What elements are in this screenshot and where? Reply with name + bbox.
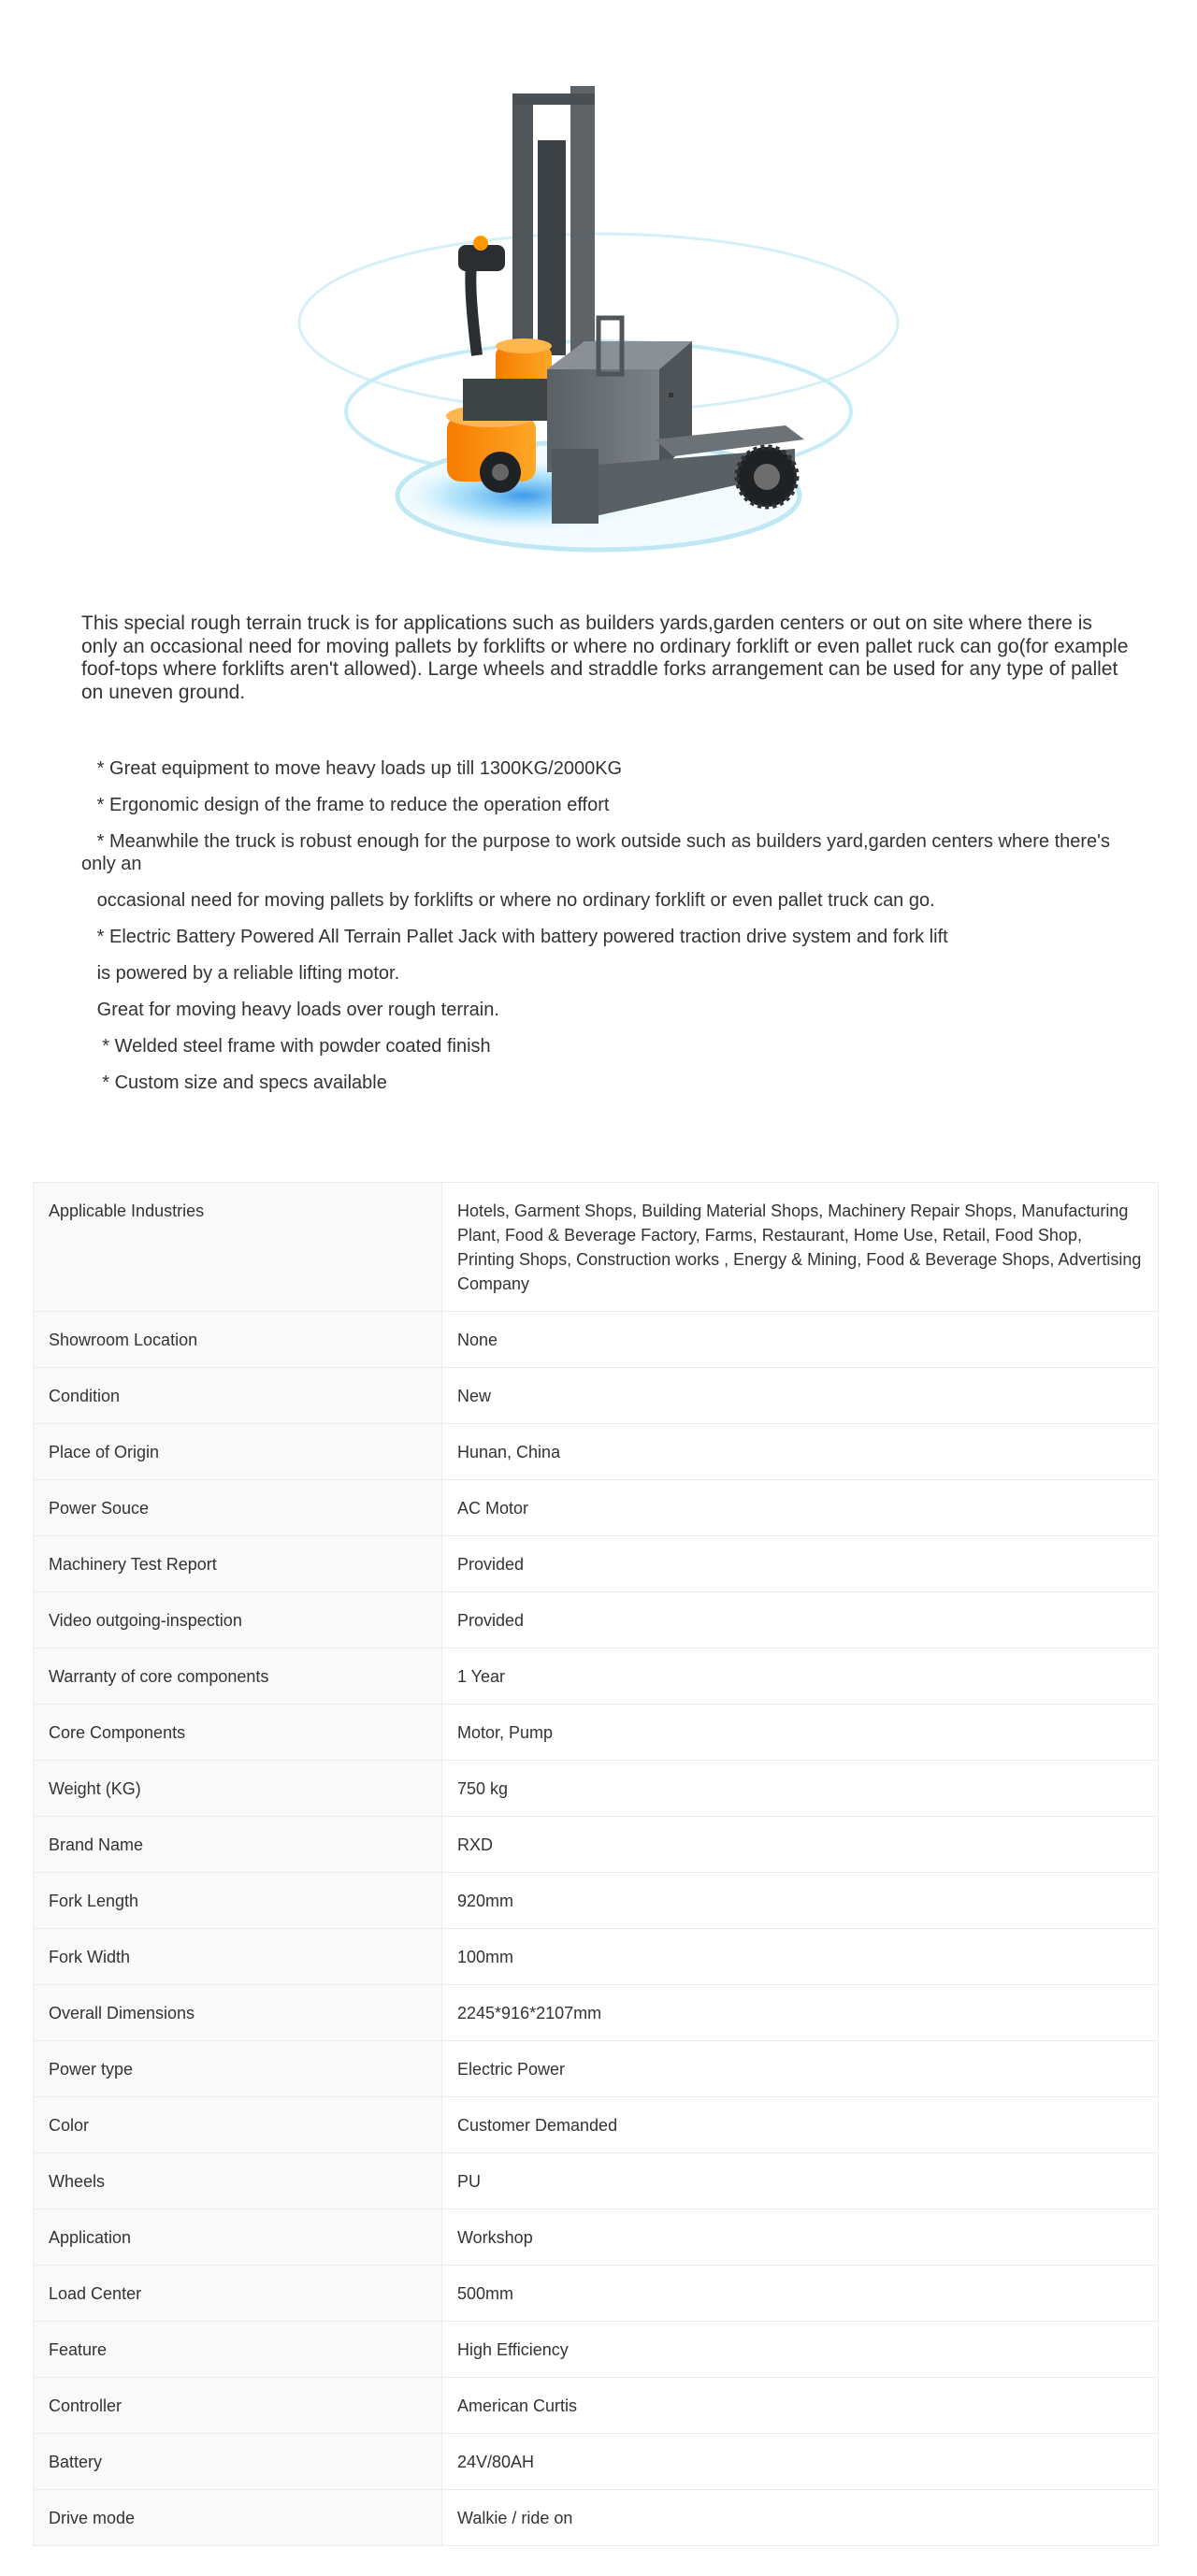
table-row [34, 1368, 1159, 1424]
feature-line: * Custom size and specs available [81, 1072, 387, 1093]
spec-key: Weight (KG) [34, 1761, 442, 1817]
table-row [34, 2322, 1159, 2378]
feature-line: * Welded steel frame with powder coated finish [81, 1036, 491, 1057]
feature-line: * Great equipment to move heavy loads up till 1300KG/2000KG [81, 758, 623, 779]
feature-line: Great for moving heavy loads over rough terrain. [81, 1000, 499, 1020]
spec-key: Wheels [34, 2153, 442, 2209]
spec-value: Hunan, China [442, 1424, 1159, 1480]
feature-line: * Meanwhile the truck is robust enough for the purpose to work outside such as builders yard,garden centers where there's only an [81, 831, 1116, 874]
spec-key: Application [34, 2209, 442, 2266]
spec-value: 24V/80AH [442, 2434, 1159, 2490]
table-row [34, 1929, 1159, 1985]
spec-value: None [442, 1312, 1159, 1368]
spec-key: Place of Origin [34, 1424, 442, 1480]
feature-line: * Ergonomic design of the frame to reduce the operation effort [81, 795, 610, 815]
feature-line: is powered by a reliable lifting motor. [81, 963, 400, 984]
spec-value: Motor, Pump [442, 1705, 1159, 1761]
spec-value: American Curtis [442, 2378, 1159, 2434]
spec-key: Load Center [34, 2266, 442, 2322]
spec-value: PU [442, 2153, 1159, 2209]
spec-key: Fork Width [34, 1929, 442, 1985]
table-row [34, 2097, 1159, 2153]
spec-value: RXD [442, 1817, 1159, 1873]
table-row [34, 1536, 1159, 1592]
spec-key: Controller [34, 2378, 442, 2434]
spec-value: Customer Demanded [442, 2097, 1159, 2153]
table-row [34, 1424, 1159, 1480]
spec-key: Power Souce [34, 1480, 442, 1536]
spec-key: Battery [34, 2434, 442, 2490]
feature-line: * Electric Battery Powered All Terrain Pallet Jack with battery powered traction drive system and fork lift [81, 927, 948, 947]
table-row [34, 1985, 1159, 2041]
feature-line: occasional need for moving pallets by forklifts or where no ordinary forklift or even pallet truck can go. [81, 890, 935, 911]
spec-key: Brand Name [34, 1817, 442, 1873]
product-image [0, 0, 1197, 580]
table-row [34, 2266, 1159, 2322]
pallet-stacker-illustration [0, 0, 1197, 580]
spec-key: Warranty of core components [34, 1648, 442, 1705]
product-description: This special rough terrain truck is for applications such as builders yards,garden centers or out on site where there is only an occasional need for moving pallets by forklifts or where no ordinary forklift or even pallet ruck can go(for example foof-tops where forklifts aren't allowed). Large wheels and straddle forks arrangement can be used for any type of pallet on uneven ground. [81, 612, 1129, 703]
table-row [34, 2041, 1159, 2097]
spec-value: 1 Year [442, 1648, 1159, 1705]
spec-value: Hotels, Garment Shops, Building Material Shops, Machinery Repair Shops, Manufacturing Plant, Food & Beverage Factory, Farms, Restaurant, Home Use, Retail, Food Shop, Printing Shops, Construction works , Energy & Mining, Food & Beverage Shops, Advertising Company [442, 1183, 1159, 1312]
table-row [34, 2378, 1159, 2434]
spec-key: Showroom Location [34, 1312, 442, 1368]
spec-value: 920mm [442, 1873, 1159, 1929]
spec-key: Video outgoing-inspection [34, 1592, 442, 1648]
spec-value: Provided [442, 1592, 1159, 1648]
spec-value: Walkie / ride on [442, 2490, 1159, 2546]
spec-key: Overall Dimensions [34, 1985, 442, 2041]
table-row [34, 1480, 1159, 1536]
spec-value: 100mm [442, 1929, 1159, 1985]
table-row [34, 2434, 1159, 2490]
table-row [34, 1705, 1159, 1761]
table-row [34, 1592, 1159, 1648]
table-row [34, 1817, 1159, 1873]
spec-key: Power type [34, 2041, 442, 2097]
spec-value: 500mm [442, 2266, 1159, 2322]
table-row [34, 1312, 1159, 1368]
spec-value: Electric Power [442, 2041, 1159, 2097]
spec-key: Fork Length [34, 1873, 442, 1929]
spec-key: Color [34, 2097, 442, 2153]
spec-value: Workshop [442, 2209, 1159, 2266]
table-row [34, 2209, 1159, 2266]
spec-value: 750 kg [442, 1761, 1159, 1817]
spec-key: Condition [34, 1368, 442, 1424]
table-row [34, 1761, 1159, 1817]
spec-value: AC Motor [442, 1480, 1159, 1536]
table-row [34, 1873, 1159, 1929]
spec-key: Core Components [34, 1705, 442, 1761]
spec-value: High Efficiency [442, 2322, 1159, 2378]
spec-key: Feature [34, 2322, 442, 2378]
table-row [34, 2490, 1159, 2546]
table-row [34, 2153, 1159, 2209]
spec-key: Machinery Test Report [34, 1536, 442, 1592]
spec-key: Drive mode [34, 2490, 442, 2546]
feature-list [81, 757, 1129, 1108]
spec-key: Applicable Industries [34, 1183, 442, 1312]
spec-value: Provided [442, 1536, 1159, 1592]
spec-value: New [442, 1368, 1159, 1424]
spec-table [33, 1182, 1159, 2546]
spec-value: 2245*916*2107mm [442, 1985, 1159, 2041]
table-row [34, 1648, 1159, 1705]
table-row [34, 1183, 1159, 1312]
